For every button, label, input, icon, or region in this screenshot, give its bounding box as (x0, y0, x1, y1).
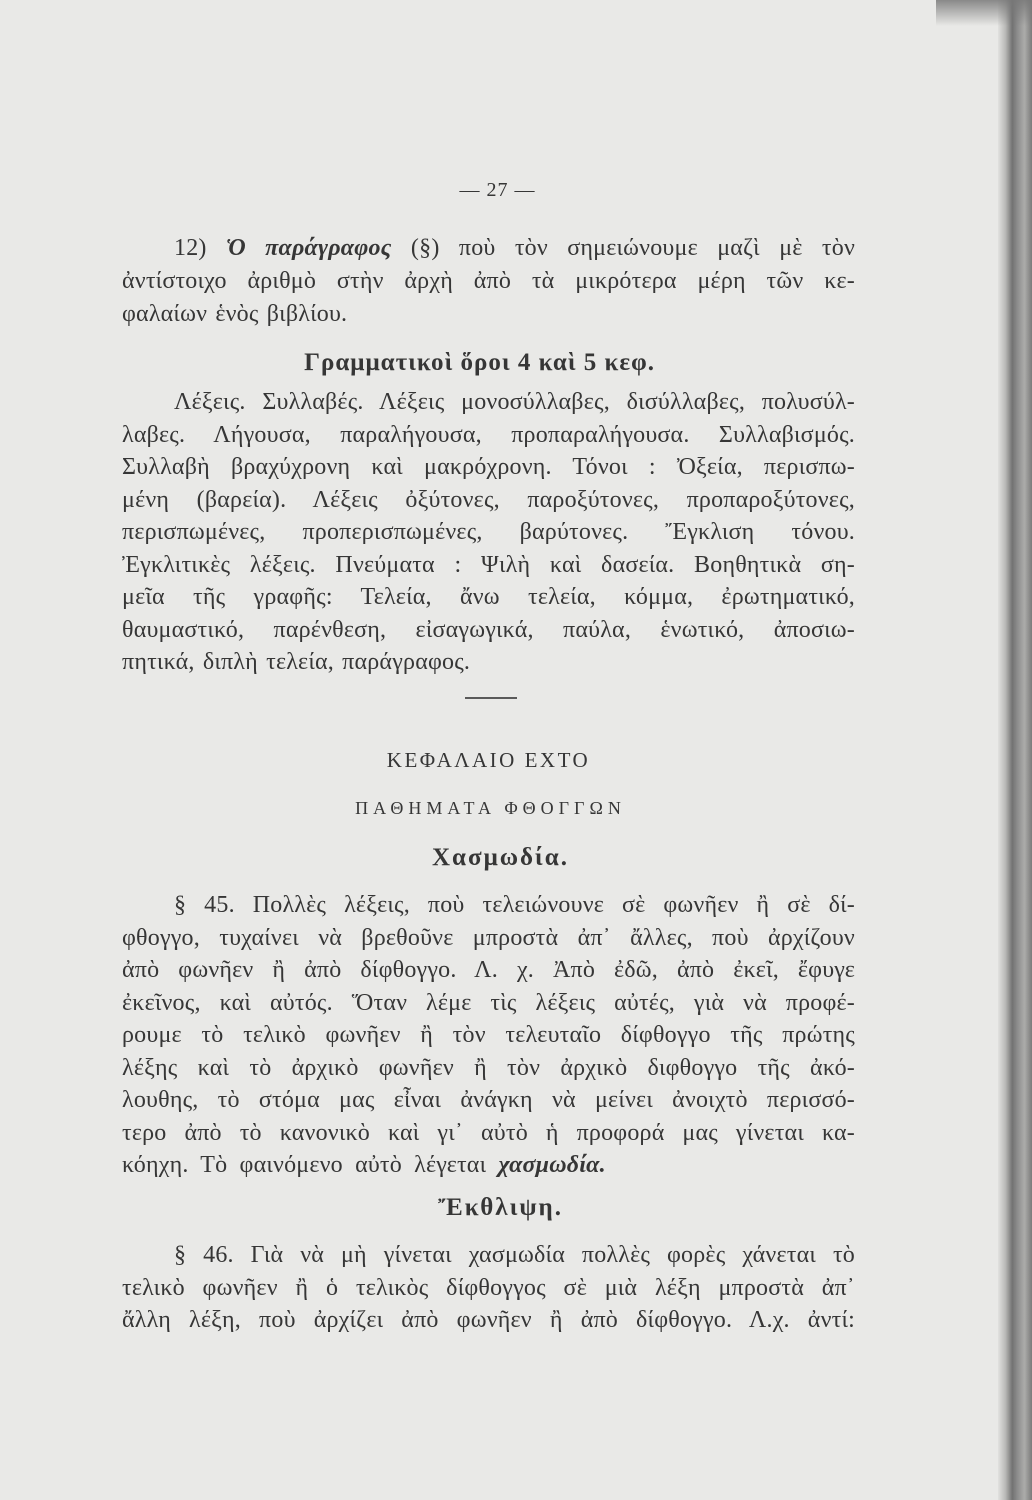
text-line: Ἐγκλιτικὲς λέξεις. Πνεύματα : Ψιλὴ καὶ δασεία. Βοηθητικὰ ση- (122, 551, 855, 578)
chapter-title: ΚΕΦΑΛΑΙΟ ΕΧΤΟ (386, 748, 591, 772)
text-line: λέξης καὶ τὸ ἀρχικὸ φωνῆεν ἢ τὸν ἀρχικὸ διφθογγο τῆς ἀκό- (122, 1054, 855, 1081)
section-heading-elision: Ἔκθλιψη. (438, 1194, 563, 1221)
grammar-terms-heading: Γραμματικοὶ ὅροι 4 καὶ 5 κεφ. (304, 349, 655, 376)
term-emphasis: χασμωδία. (498, 1152, 606, 1178)
grammar-terms-paragraph (122, 386, 855, 679)
text-line (122, 232, 855, 265)
hiatus-heading-block (122, 843, 855, 873)
text-line: § 46. Γιὰ νὰ μὴ γίνεται χασμωδία πολλὲς φορὲς χάνεται τὸ (174, 1242, 855, 1268)
text-line: λουθης, τὸ στόμα μας εἶναι ἀνάγκη νὰ μείνει ἀνοιχτὸ περισσό- (122, 1087, 855, 1113)
grammar-terms-heading-block (122, 348, 855, 378)
text-segment: κόηχη. Τὸ φαινόμενο αὐτὸ λέγεται (122, 1152, 499, 1178)
text-line: Συλλαβὴ βραχύχρονη καὶ μακρόχρονη. Τόνοι : Ὀξεία, περισπω- (122, 454, 855, 480)
text-line: ἐκεῖνος, καὶ αὐτός. Ὅταν λέμε τὶς λέξεις αὐτές, γιὰ νὰ προφέ- (122, 989, 855, 1016)
chapter-title-block (122, 745, 855, 775)
text-line: τελικὸ φωνῆεν ἢ ὁ τελικὸς δίφθογγος σὲ μιὰ λέξη μπροστὰ ἀπ᾽ (122, 1274, 855, 1301)
text-line: λαβες. Λήγουσα, παραλήγουσα, προπαραλήγουσα. Συλλαβισμός. (122, 421, 855, 448)
text-line: ἄλλη λέξη, ποὺ ἀρχίζει ἀπὸ φωνῆεν ἢ ἀπὸ δίφθογγο. Λ.χ. ἀντί: (122, 1307, 855, 1333)
item-text: (§) ποὺ τὸν σημειώνουμε μαζὶ μὲ τὸν (391, 235, 855, 261)
section-heading-hiatus: Χασμωδία. (432, 844, 569, 871)
text-line: § 45. Πολλὲς λέξεις, ποὺ τελειώνουνε σὲ φωνῆεν ἢ σὲ δί- (174, 892, 855, 918)
item-term: Ὁ παράγραφος (225, 235, 392, 261)
text-line: ἀντίστοιχο ἀριθμὸ στὴν ἀρχὴ ἀπὸ τὰ μικρότερα μέρη τῶν κε- (122, 268, 855, 294)
text-line: πητικά, διπλὴ τελεία, παράγραφος. (122, 649, 471, 675)
chapter-subtitle: ΠΑΘΗΜΑΤΑ ΦΘΟΓΓΩΝ (355, 798, 626, 818)
elision-heading-block (122, 1193, 855, 1223)
text-line: φαλαίων ἑνὸς βιβλίου. (122, 301, 348, 327)
text-line: ρουμε τὸ τελικὸ φωνῆεν ἢ τὸν τελευταῖο δίφθογγο τῆς πρώτης (122, 1022, 855, 1048)
hiatus-paragraph (122, 889, 855, 1182)
text-line: τερο ἀπὸ τὸ κανονικὸ καὶ γι᾽ αὐτὸ ἡ προφορά μας γίνεται κα- (122, 1119, 855, 1146)
page-edge-shadow (998, 0, 1032, 1500)
page-number-block (122, 176, 855, 204)
text-line: μένη (βαρεία). Λέξεις ὀξύτονες, παροξύτονες, προπαροξύτονες, (122, 486, 855, 513)
elision-paragraph (122, 1239, 855, 1337)
text-line: θαυμαστικό, παρένθεση, εἰσαγωγικά, παύλα, ἑνωτικό, ἀποσιω- (122, 616, 855, 643)
text-line: φθογγο, τυχαίνει νὰ βρεθοῦνε μπροστὰ ἀπ᾽ ἄλλες, ποὺ ἀρχίζουν (122, 924, 855, 951)
page-corner-shadow (936, 0, 1032, 26)
chapter-subtitle-block (122, 794, 855, 822)
page-number: — 27 — (459, 179, 536, 201)
text-line: Λέξεις. Συλλαβές. Λέξεις μονοσύλλαβες, δισύλλαβες, πολυσύλ- (174, 389, 855, 415)
section-divider-rule (465, 697, 517, 699)
text-line: μεῖα τῆς γραφῆς: Τελεία, ἄνω τελεία, κόμμα, ἐρωτηματικό, (122, 584, 855, 610)
text-line: ἀπὸ φωνῆεν ἢ ἀπὸ δίφθογγο. Λ. χ. Ἀπὸ ἐδῶ, ἀπὸ ἐκεῖ, ἔφυγε (122, 957, 855, 983)
item-12-paragraph (122, 232, 855, 331)
item-number: 12) (174, 235, 226, 261)
text-line (122, 1149, 855, 1182)
text-line: περισπωμένες, προπερισπωμένες, βαρύτονες. Ἔγκλιση τόνου. (122, 519, 855, 545)
